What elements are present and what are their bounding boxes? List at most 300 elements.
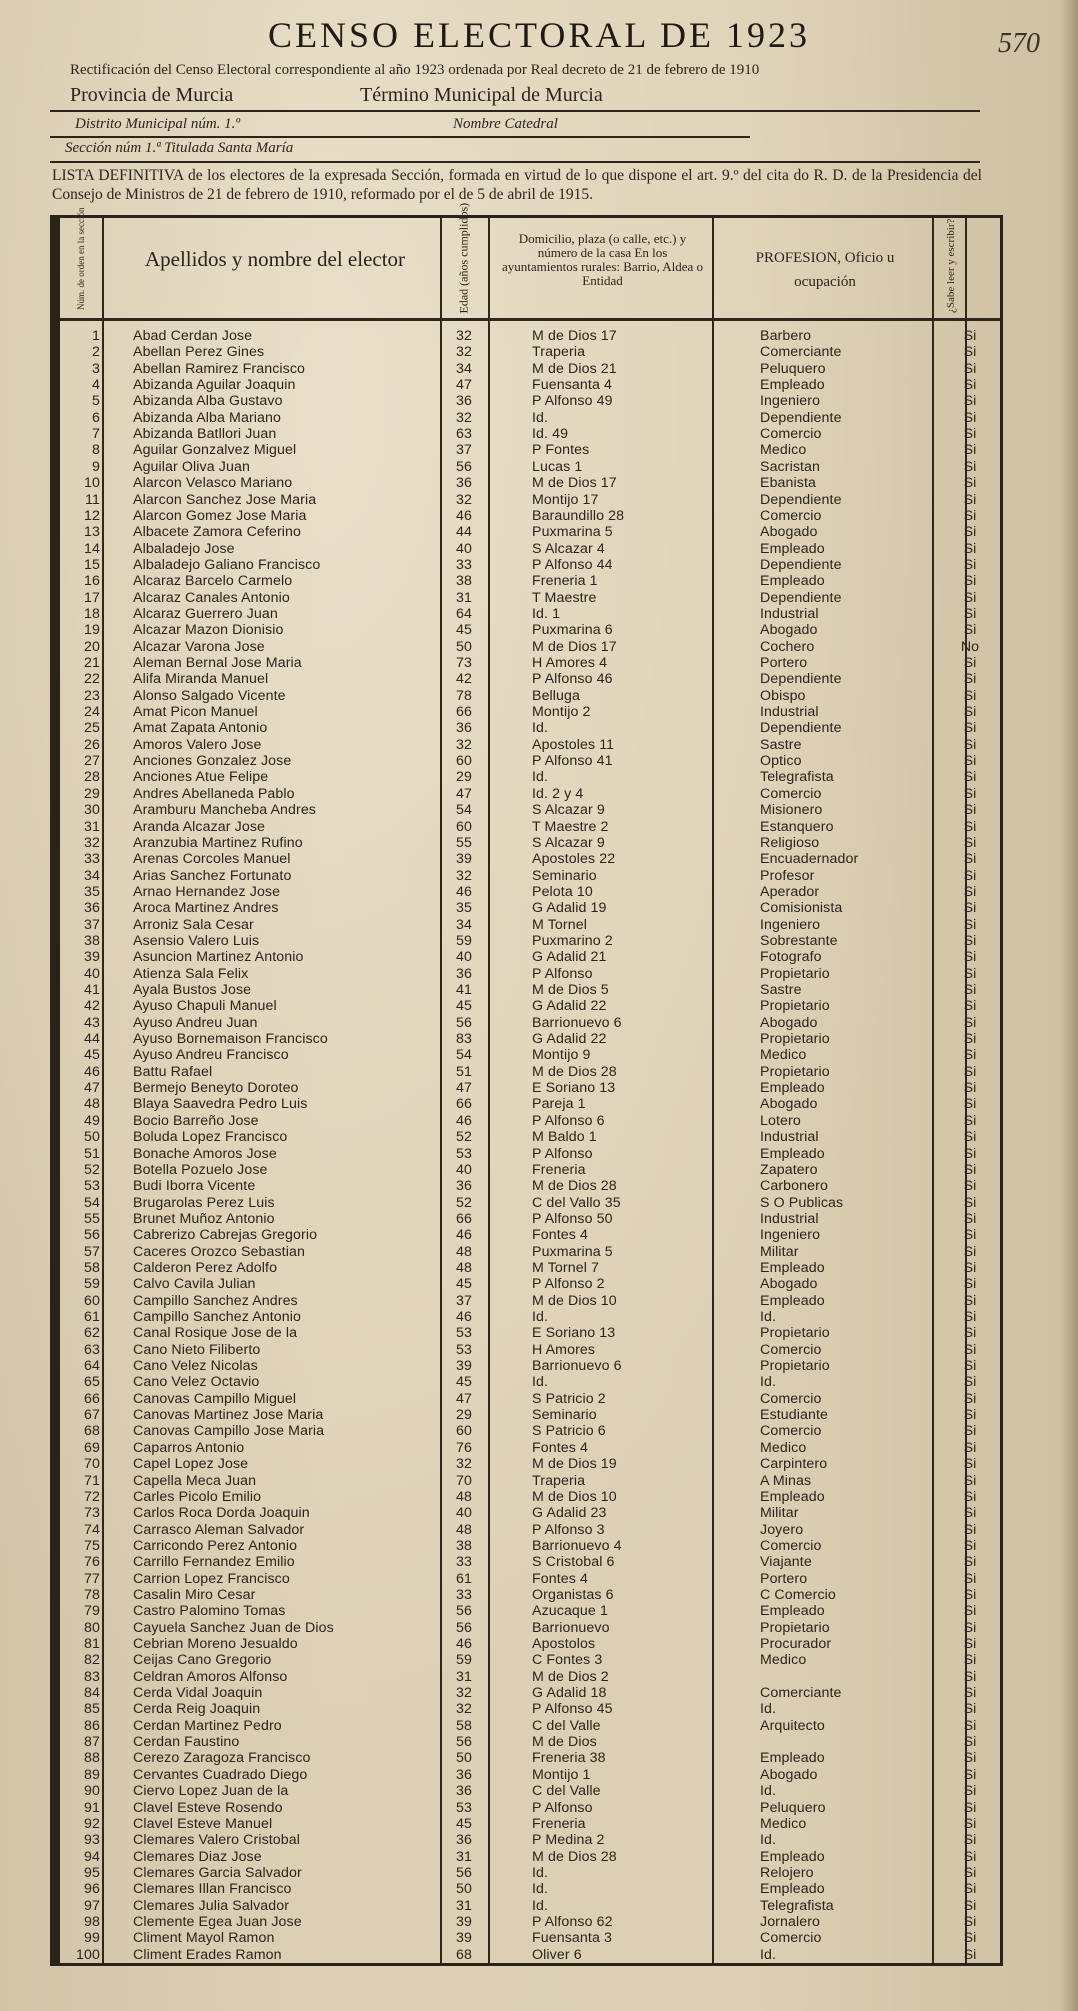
table-row	[60, 1783, 1000, 1799]
elector-profession: Industrial	[760, 605, 819, 622]
table-row	[60, 1636, 1000, 1652]
elector-age: 78	[456, 687, 472, 704]
elector-name: Clemares Garcia Salvador	[133, 1864, 302, 1881]
elector-profession: Dependiente	[760, 556, 842, 573]
table-row	[60, 639, 1000, 655]
elector-domicile: H Amores	[532, 1341, 596, 1358]
elector-domicile: Belluga	[532, 687, 581, 704]
elector-name: Aranda Alcazar Jose	[133, 818, 266, 835]
elector-age: 36	[456, 475, 472, 492]
elector-age: 32	[456, 344, 472, 361]
elector-domicile: S Alcazar 9	[532, 802, 605, 819]
row-number: 79	[84, 1603, 100, 1620]
elector-name: Ciervo Lopez Juan de la	[133, 1783, 289, 1800]
elector-profession: A Minas	[760, 1472, 812, 1489]
elector-domicile: P Alfonso 46	[532, 671, 613, 688]
elector-name: Caceres Orozco Sebastian	[133, 1243, 305, 1260]
elector-age: 47	[456, 1390, 472, 1407]
elector-age: 61	[456, 1570, 472, 1587]
elector-domicile: M Baldo 1	[532, 1129, 597, 1146]
elector-name: Abizanda Alba Mariano	[133, 409, 282, 426]
row-number: 75	[84, 1537, 100, 1554]
elector-literacy: Si	[963, 932, 977, 949]
elector-profession: Comercio	[760, 1341, 822, 1358]
elector-profession: Medico	[760, 1652, 807, 1669]
elector-literacy: Si	[963, 1325, 977, 1342]
table-row	[60, 1652, 1000, 1668]
elector-name: Clemares Illan Francisco	[133, 1881, 292, 1898]
table-row	[60, 1522, 1000, 1538]
elector-domicile: P Alfonso 2	[532, 1276, 605, 1293]
table-row	[60, 1064, 1000, 1080]
table-row	[60, 1669, 1000, 1685]
elector-name: Celdran Amoros Alfonso	[133, 1668, 288, 1685]
elector-age: 40	[456, 540, 472, 557]
table-row	[60, 1440, 1000, 1456]
elector-domicile: M de Dios 5	[532, 982, 609, 998]
elector-name: Albaladejo Jose	[133, 540, 235, 557]
table-row	[60, 655, 1000, 671]
elector-name: Budi Iborra Vicente	[133, 1178, 256, 1195]
row-number: 74	[84, 1521, 100, 1538]
row-number: 7	[92, 426, 100, 443]
elector-literacy: Si	[963, 1603, 977, 1620]
elector-profession: Jornalero	[760, 1913, 821, 1930]
elector-name: Arnao Hernandez Jose	[133, 883, 281, 900]
table-row	[60, 868, 1000, 884]
elector-literacy: Si	[963, 524, 977, 541]
elector-age: 56	[456, 1014, 472, 1031]
elector-profession: Propietario	[760, 1031, 830, 1048]
row-number: 69	[84, 1439, 100, 1456]
elector-literacy: Si	[963, 328, 977, 344]
table-row	[60, 1767, 1000, 1783]
row-number: 34	[84, 867, 100, 884]
elector-age: 44	[456, 524, 472, 541]
elector-profession: Propietario	[760, 998, 830, 1015]
elector-age: 55	[456, 834, 472, 851]
elector-domicile: M de Dios 10	[532, 1292, 617, 1309]
table-row	[60, 508, 1000, 524]
row-number: 26	[84, 736, 100, 753]
elector-profession: Ebanista	[760, 475, 817, 492]
elector-age: 48	[456, 1488, 472, 1505]
elector-name: Calderon Perez Adolfo	[133, 1259, 278, 1276]
table-row	[60, 1505, 1000, 1521]
elector-domicile: Apostoles 22	[532, 851, 616, 868]
elector-age: 48	[456, 1259, 472, 1276]
table-row	[60, 753, 1000, 769]
elector-age: 33	[456, 1586, 472, 1603]
table-row	[60, 1473, 1000, 1489]
elector-age: 32	[456, 491, 472, 508]
elector-domicile: M de Dios 21	[532, 360, 617, 377]
row-number: 29	[84, 785, 100, 802]
elector-age: 36	[456, 1178, 472, 1195]
elector-name: Capel Lopez Jose	[133, 1456, 249, 1473]
elector-domicile: C del Valle	[532, 1717, 601, 1734]
elector-name: Clavel Esteve Rosendo	[133, 1799, 283, 1816]
elector-name: Clemares Valero Cristobal	[133, 1832, 301, 1849]
elector-literacy: Si	[963, 785, 977, 802]
elector-name: Cano Velez Nicolas	[133, 1358, 258, 1375]
elector-age: 48	[456, 1521, 472, 1538]
row-number: 70	[84, 1456, 100, 1473]
table-row	[60, 492, 1000, 508]
table-row	[60, 933, 1000, 949]
row-number: 50	[84, 1129, 100, 1146]
elector-name: Brugarolas Perez Luis	[133, 1194, 275, 1211]
elector-name: Aguilar Oliva Juan	[133, 458, 250, 475]
col-header-age: Edad (años cumplidos)	[456, 202, 471, 314]
table-row	[60, 884, 1000, 900]
elector-age: 50	[456, 1881, 472, 1898]
row-number: 64	[84, 1358, 100, 1375]
elector-profession: Abogado	[760, 1276, 818, 1293]
elector-literacy: Si	[963, 1619, 977, 1636]
elector-age: 36	[456, 393, 472, 410]
elector-profession: Propietario	[760, 1325, 830, 1342]
elector-age: 50	[456, 1750, 472, 1767]
elector-profession: Dependiente	[760, 720, 842, 737]
table-row	[60, 1391, 1000, 1407]
elector-name: Ayuso Chapuli Manuel	[133, 998, 277, 1015]
elector-age: 32	[456, 1456, 472, 1473]
elector-name: Climent Erades Ramon	[133, 1946, 282, 1963]
elector-age: 68	[456, 1946, 472, 1963]
elector-name: Aroca Martinez Andres	[133, 900, 279, 917]
section-line: Sección núm 1.ª Titulada Santa María	[65, 140, 294, 156]
elector-age: 36	[456, 720, 472, 737]
row-number: 95	[84, 1864, 100, 1881]
elector-literacy: Si	[963, 916, 977, 933]
row-number: 96	[84, 1881, 100, 1898]
table-row	[60, 377, 1000, 393]
elector-name: Albaladejo Galiano Francisco	[133, 556, 321, 573]
table-row	[60, 917, 1000, 933]
elector-literacy: Si	[963, 1750, 977, 1767]
elector-age: 31	[456, 1668, 472, 1685]
row-number: 86	[84, 1717, 100, 1734]
elector-literacy: Si	[963, 1129, 977, 1146]
table-row	[60, 1603, 1000, 1619]
table-row	[60, 426, 1000, 442]
row-number: 48	[84, 1096, 100, 1113]
elector-domicile: P Alfonso 6	[532, 1112, 605, 1129]
elector-age: 32	[456, 409, 472, 426]
table-row	[60, 1620, 1000, 1636]
elector-name: Botella Pozuelo Jose	[133, 1161, 268, 1178]
elector-domicile: Pareja 1	[532, 1096, 586, 1113]
elector-literacy: Si	[963, 1227, 977, 1244]
elector-age: 33	[456, 1554, 472, 1571]
elector-profession: Aperador	[760, 883, 820, 900]
row-number: 47	[84, 1080, 100, 1097]
elector-domicile: Montijo 1	[532, 1766, 591, 1783]
elector-domicile: G Adalid 19	[532, 900, 607, 917]
elector-domicile: Montijo 17	[532, 491, 599, 508]
row-number: 63	[84, 1341, 100, 1358]
elector-age: 47	[456, 785, 472, 802]
elector-literacy: Si	[963, 556, 977, 573]
elector-domicile: Barrionuevo 6	[532, 1358, 622, 1375]
divider	[50, 136, 750, 138]
table-row	[60, 344, 1000, 360]
elector-profession: Industrial	[760, 1129, 819, 1146]
elector-literacy: Si	[963, 475, 977, 492]
municipal-term: Término Municipal de Murcia	[360, 84, 603, 106]
elector-profession: Propietario	[760, 965, 830, 982]
row-number: 84	[84, 1685, 100, 1702]
table-row	[60, 1309, 1000, 1325]
elector-domicile: Id.	[532, 1374, 549, 1391]
elector-domicile: Baraundillo 28	[532, 507, 625, 524]
elector-age: 56	[456, 458, 472, 475]
col-header-num: Núm. de orden en la sección	[76, 207, 86, 310]
elector-name: Aramburu Mancheba Andres	[133, 802, 316, 819]
elector-domicile: S Alcazar 9	[532, 834, 605, 851]
elector-name: Cerezo Zaragoza Francisco	[133, 1750, 311, 1767]
elector-name: Cayuela Sanchez Juan de Dios	[133, 1619, 334, 1636]
elector-name: Bonache Amoros Jose	[133, 1145, 277, 1162]
elector-literacy: Si	[963, 1309, 977, 1325]
row-number: 59	[84, 1276, 100, 1293]
elector-age: 37	[456, 1292, 472, 1309]
elector-age: 83	[456, 1031, 472, 1048]
elector-profession: Dependiente	[760, 589, 842, 606]
page-title: CENSO ELECTORAL DE 1923	[268, 15, 810, 55]
row-number: 42	[84, 998, 100, 1015]
elector-literacy: Si	[963, 1897, 977, 1914]
elector-profession: Sobrestante	[760, 932, 838, 949]
table-row	[60, 1849, 1000, 1865]
elector-age: 39	[456, 1913, 472, 1930]
elector-profession: Dependiente	[760, 671, 842, 688]
table-row	[60, 720, 1000, 736]
elector-name: Ayuso Bornemaison Francisco	[133, 1031, 328, 1048]
elector-profession: Abogado	[760, 1014, 818, 1031]
elector-literacy: Si	[963, 1930, 977, 1947]
elector-profession: Propietario	[760, 1358, 830, 1375]
elector-age: 32	[456, 1685, 472, 1702]
elector-domicile: G Adalid 22	[532, 998, 607, 1015]
elector-domicile: Id.	[532, 769, 549, 786]
table-row	[60, 671, 1000, 687]
elector-domicile: Freneria	[532, 1161, 586, 1178]
elector-age: 46	[456, 1636, 472, 1652]
elector-age: 31	[456, 1848, 472, 1865]
elector-domicile: Organistas 6	[532, 1586, 614, 1603]
elector-profession: Sastre	[760, 736, 802, 753]
elector-age: 46	[456, 1227, 472, 1244]
elector-age: 34	[456, 360, 472, 377]
elector-age: 38	[456, 573, 472, 590]
table-row	[60, 1178, 1000, 1194]
table-row	[60, 982, 1000, 998]
elector-age: 54	[456, 802, 472, 819]
elector-profession: Abogado	[760, 524, 818, 541]
table-row	[60, 1096, 1000, 1112]
row-number: 40	[84, 965, 100, 982]
elector-age: 39	[456, 1930, 472, 1947]
elector-name: Alarcon Velasco Mariano	[133, 475, 293, 492]
elector-profession: Empleado	[760, 1145, 825, 1162]
elector-profession: Id.	[760, 1783, 777, 1800]
elector-literacy: Si	[963, 393, 977, 410]
table-row	[60, 442, 1000, 458]
elector-name: Aguilar Gonzalvez Miguel	[133, 442, 297, 459]
table-row	[60, 459, 1000, 475]
elector-profession: Comerciante	[760, 344, 842, 361]
elector-domicile: Lucas 1	[532, 458, 583, 475]
col-header-name: Apellidos y nombre del elector	[144, 247, 406, 271]
elector-literacy: Si	[963, 982, 977, 998]
province: Provincia de Murcia	[70, 84, 234, 106]
table-row	[60, 475, 1000, 491]
elector-domicile: P Alfonso 44	[532, 556, 613, 573]
elector-name: Asensio Valero Luis	[133, 932, 260, 949]
elector-domicile: P Alfonso	[532, 965, 593, 982]
table-row	[60, 361, 1000, 377]
col-header-profession: PROFESION, Oficio u ocupación	[755, 250, 895, 290]
elector-profession: Abogado	[760, 1096, 818, 1113]
table-row	[60, 949, 1000, 965]
elector-profession: Telegrafista	[760, 1897, 834, 1914]
elector-domicile: Fontes 4	[532, 1570, 589, 1587]
table-row	[60, 1293, 1000, 1309]
elector-profession: Comerciante	[760, 1685, 842, 1702]
elector-name: Cerda Reig Joaquin	[133, 1701, 261, 1718]
row-number: 83	[84, 1668, 100, 1685]
elector-profession: Militar	[760, 1505, 799, 1522]
elector-profession: Dependiente	[760, 409, 842, 426]
page-edge-shadow	[1060, 0, 1078, 2011]
elector-literacy: Si	[963, 1014, 977, 1031]
elector-name: Arias Sanchez Fortunato	[133, 867, 292, 884]
elector-domicile: Puxmarina 5	[532, 524, 613, 541]
table-row	[60, 622, 1000, 638]
elector-name: Clemares Julia Salvador	[133, 1897, 290, 1914]
row-number: 23	[84, 687, 100, 704]
elector-age: 37	[456, 442, 472, 459]
elector-name: Boluda Lopez Francisco	[133, 1129, 288, 1146]
elector-profession: Comisionista	[760, 900, 843, 917]
table-row	[60, 606, 1000, 622]
elector-domicile: M Tornel	[532, 916, 587, 933]
elector-domicile: Id.	[532, 409, 549, 426]
page-number: 570	[998, 28, 1040, 59]
elector-table	[50, 202, 1003, 1966]
elector-profession: Peluquero	[760, 360, 826, 377]
elector-name: Alcaraz Barcelo Carmelo	[133, 573, 293, 590]
elector-name: Ayala Bustos Jose	[133, 982, 252, 998]
elector-age: 53	[456, 1145, 472, 1162]
elector-domicile: E Soriano 13	[532, 1080, 616, 1097]
elector-domicile: P Alfonso 50	[532, 1210, 613, 1227]
elector-domicile: G Adalid 23	[532, 1505, 607, 1522]
row-number: 98	[84, 1913, 100, 1930]
elector-domicile: Barrionuevo 6	[532, 1014, 622, 1031]
elector-domicile: Puxmarina 6	[532, 622, 613, 639]
elector-literacy: Si	[963, 1080, 977, 1097]
table-row	[60, 1881, 1000, 1897]
elector-profession: Comercio	[760, 1423, 822, 1440]
elector-domicile: Apostoles 11	[532, 736, 615, 753]
elector-domicile: M de Dios 10	[532, 1488, 617, 1505]
subtitle: Rectificación del Censo Electoral correspondiente al año 1923 ordenada por Real decreto de 21 de febrero de 1910	[70, 62, 760, 78]
elector-literacy: Si	[963, 1031, 977, 1048]
elector-domicile: G Adalid 18	[532, 1685, 607, 1702]
row-number: 38	[84, 932, 100, 949]
elector-profession: Id.	[760, 1946, 777, 1963]
elector-age: 53	[456, 1341, 472, 1358]
elector-literacy: Si	[963, 949, 977, 966]
district-line	[75, 116, 875, 133]
table-row	[60, 1800, 1000, 1816]
elector-profession: Procurador	[760, 1636, 832, 1652]
table-row	[60, 1342, 1000, 1358]
elector-domicile: M de Dios 28	[532, 1063, 617, 1080]
elector-domicile: Id.	[532, 1881, 549, 1898]
elector-name: Amat Picon Manuel	[133, 704, 258, 721]
elector-age: 66	[456, 1096, 472, 1113]
elector-name: Arenas Corcoles Manuel	[133, 851, 291, 868]
elector-profession: Fotografo	[760, 949, 822, 966]
elector-literacy: Si	[963, 1374, 977, 1391]
elector-literacy: Si	[963, 1652, 977, 1669]
elector-profession: Empleado	[760, 1488, 825, 1505]
table-row	[60, 1129, 1000, 1145]
elector-literacy: Si	[963, 753, 977, 770]
table-row	[60, 737, 1000, 753]
row-number: 2	[92, 344, 100, 361]
elector-literacy: Si	[963, 409, 977, 426]
elector-domicile: M de Dios 28	[532, 1848, 617, 1865]
elector-literacy: Si	[963, 622, 977, 639]
elector-domicile: C del Valle	[532, 1783, 601, 1800]
row-number: 99	[84, 1930, 100, 1947]
table-row	[60, 1865, 1000, 1881]
elector-literacy: Si	[963, 1864, 977, 1881]
elector-domicile: E Soriano 13	[532, 1325, 616, 1342]
elector-literacy: Si	[963, 1636, 977, 1652]
elector-domicile: Id. 2 y 4	[532, 785, 584, 802]
row-number: 17	[84, 589, 100, 606]
elector-profession: Empleado	[760, 1750, 825, 1767]
table-row	[60, 835, 1000, 851]
elector-name: Ceijas Cano Gregorio	[133, 1652, 272, 1669]
elector-name: Caparros Antonio	[133, 1439, 245, 1456]
row-number: 13	[84, 524, 100, 541]
elector-profession: Empleado	[760, 1292, 825, 1309]
table-row	[60, 557, 1000, 573]
elector-age: 33	[456, 556, 472, 573]
elector-literacy: Si	[963, 1423, 977, 1440]
elector-profession: Comercio	[760, 785, 822, 802]
table-row	[60, 1260, 1000, 1276]
row-number: 36	[84, 900, 100, 917]
elector-name: Canovas Campillo Jose Maria	[133, 1423, 325, 1440]
elector-age: 60	[456, 818, 472, 835]
elector-domicile: Oliver 6	[532, 1946, 582, 1963]
elector-literacy: Si	[963, 1554, 977, 1571]
elector-profession: Dependiente	[760, 491, 842, 508]
elector-profession: Ingeniero	[760, 393, 821, 410]
divider	[50, 161, 980, 163]
elector-age: 45	[456, 998, 472, 1015]
elector-name: Climent Mayol Ramon	[133, 1930, 275, 1947]
elector-profession: Profesor	[760, 867, 815, 884]
